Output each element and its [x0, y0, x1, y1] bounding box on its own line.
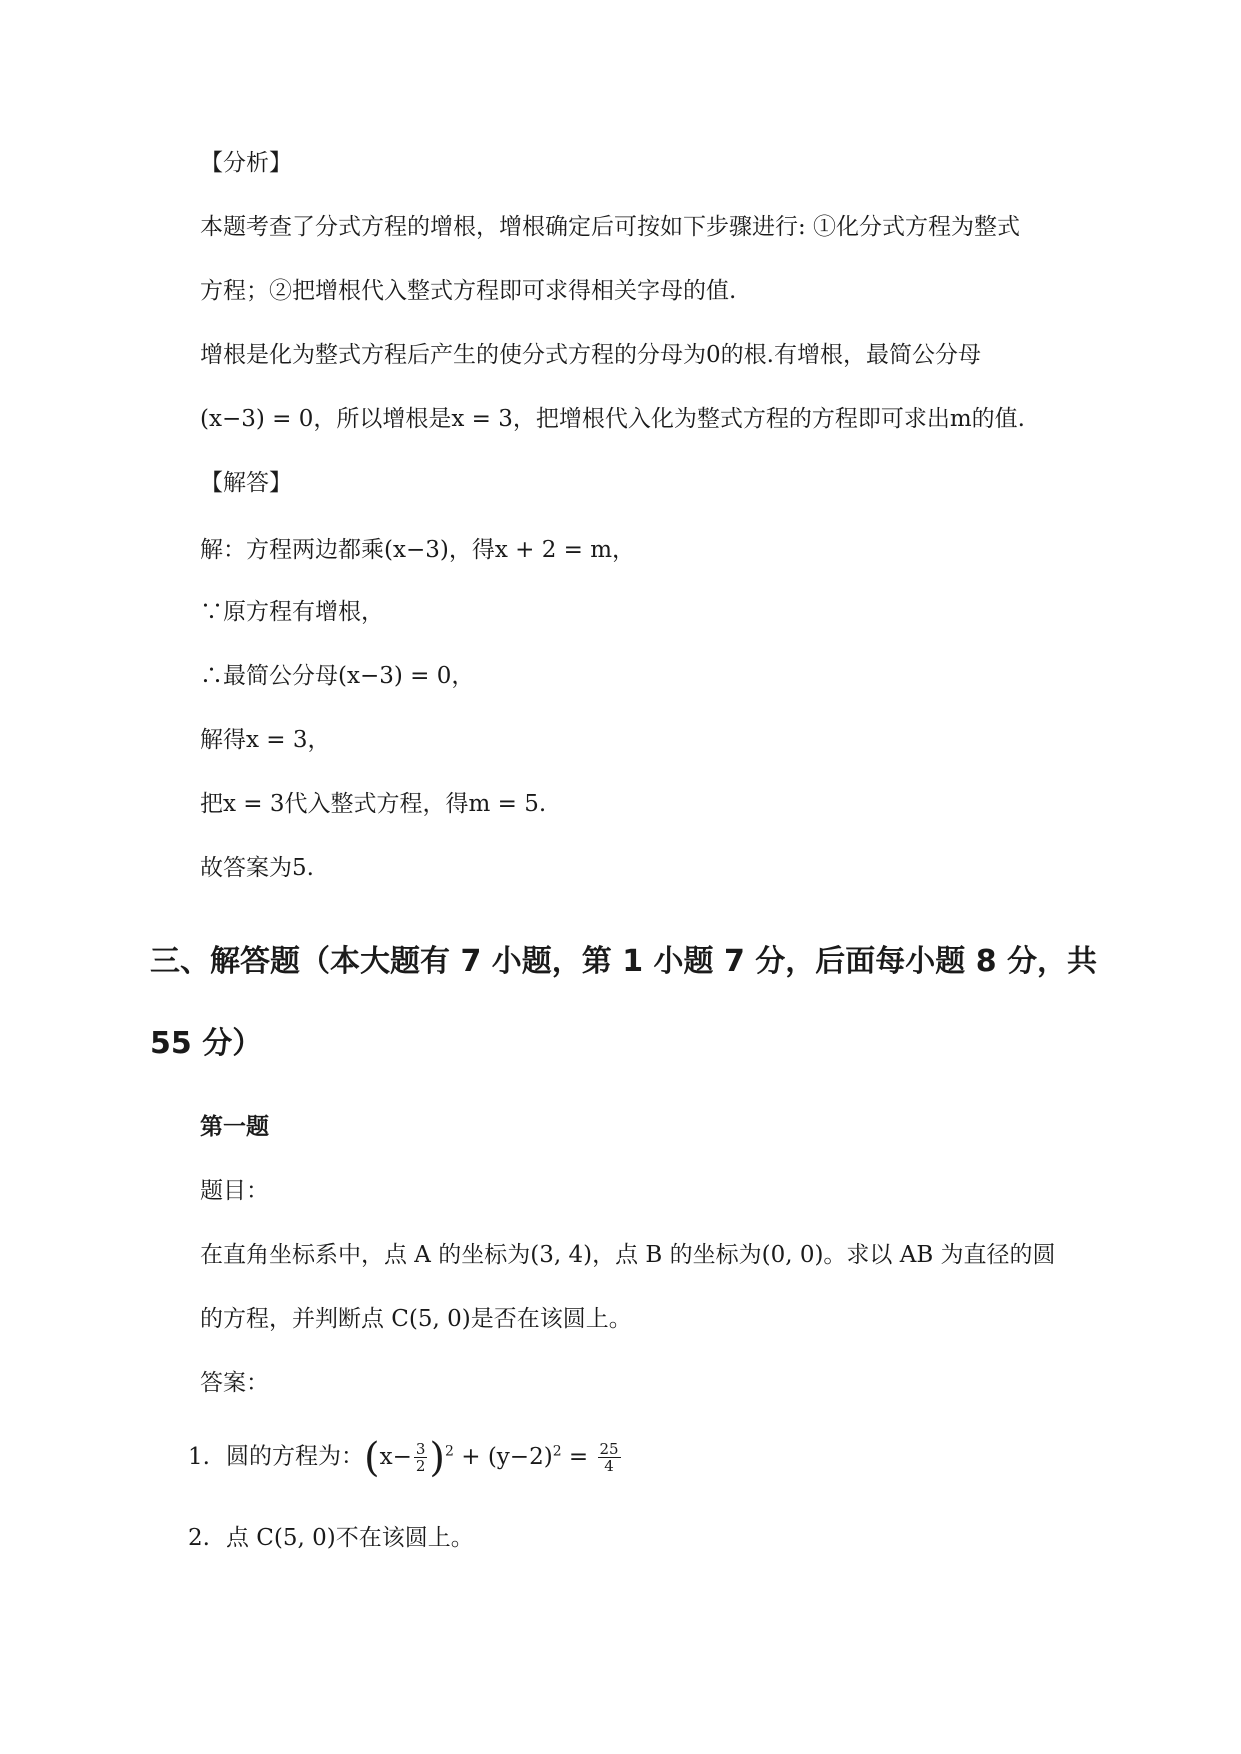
- math-expression: m: [949, 406, 972, 432]
- text-run: .: [538, 791, 547, 817]
- close-paren: ): [429, 1434, 446, 1481]
- analysis-paragraph-1-line-1: 本题考查了分式方程的增根，增根确定后可按如下步骤进行: ①化分式方程为整式: [200, 214, 1021, 240]
- text-run: 解：方程两边都乘: [200, 537, 384, 563]
- math-expression: (x−3): [384, 537, 449, 563]
- math-term: + (y−2): [453, 1443, 553, 1470]
- fraction-denominator: 2: [415, 1457, 426, 1476]
- text-run: 解得: [200, 727, 246, 753]
- text-run: ，: [307, 727, 331, 753]
- text-run: ，: [612, 537, 636, 563]
- question-prompt-line-2: 的方程，并判断点 C(5, 0)是否在该圆上。: [200, 1306, 632, 1332]
- analysis-paragraph-1-line-2: 方程；②把增根代入整式方程即可求得相关字母的值.: [200, 278, 737, 304]
- math-expression: (x−3) = 0: [338, 663, 452, 689]
- open-paren: (: [364, 1434, 380, 1481]
- math-expression: m = 5: [468, 791, 539, 817]
- fraction: [414, 1441, 428, 1474]
- answer-text: 圆的方程为：: [226, 1443, 364, 1470]
- question-prompt-line-1: 在直角坐标系中，点 A 的坐标为(3, 4)，点 B 的坐标为(0, 0)。求以 AB 为直径的圆: [200, 1242, 1056, 1268]
- exponent: 2: [445, 1443, 454, 1459]
- text-run: ∴最简公分母: [200, 663, 338, 689]
- analysis-paragraph-2-line-2: [200, 404, 1025, 434]
- text-run: ，所以增根是: [313, 406, 452, 432]
- fraction-denominator: 4: [604, 1457, 614, 1476]
- section-title-line-1: 三、解答题（本大题有 7 小题，第 1 小题 7 分，后面每小题 8 分，共: [150, 944, 1098, 979]
- answer-text: 点 C(5, 0)不在该圆上。: [226, 1525, 474, 1551]
- fraction-numerator: 25: [599, 1440, 619, 1459]
- question-title: 第一题: [200, 1114, 269, 1140]
- solution-step-1: [200, 535, 635, 565]
- question-prompt-label: 题目：: [200, 1178, 269, 1204]
- analysis-paragraph-2-line-1: 增根是化为整式方程后产生的使分式方程的分母为0的根.有增根，最简公分母: [200, 342, 981, 368]
- text-run: 的值.: [971, 406, 1025, 432]
- list-number: 2.: [188, 1525, 210, 1551]
- equals: =: [561, 1443, 596, 1470]
- text-run: 代入整式方程，得: [284, 791, 469, 817]
- math-expression: x = 3: [246, 727, 308, 753]
- solution-step-5: [200, 789, 546, 819]
- text-run: 把: [200, 791, 223, 817]
- math-expression: x + 2 = m: [494, 537, 613, 563]
- answer-item-2: [188, 1523, 474, 1553]
- text-run: ，得: [448, 537, 495, 563]
- answer-item-1: [188, 1434, 623, 1481]
- solution-step-4: [200, 725, 331, 755]
- fraction: [598, 1441, 621, 1474]
- math-expression: x = 3: [451, 406, 513, 432]
- math-term: x−: [379, 1443, 412, 1470]
- circle-equation: [364, 1434, 623, 1481]
- math-expression: x = 3: [223, 791, 285, 817]
- list-number: 1.: [188, 1443, 210, 1470]
- text-run: ，: [451, 663, 475, 689]
- solution-step-3: [200, 661, 474, 691]
- solution-conclusion: 故答案为5.: [200, 855, 314, 881]
- section-title-line-2: 55 分）: [150, 1026, 263, 1061]
- fraction-numerator: 3: [415, 1440, 426, 1459]
- answer-label: 答案：: [200, 1370, 269, 1396]
- solution-step-2: ∵原方程有增根，: [200, 599, 384, 625]
- analysis-heading: 【分析】: [200, 150, 292, 176]
- solution-heading: 【解答】: [200, 470, 292, 496]
- text-run: ，把增根代入化为整式方程的方程即可求出: [512, 406, 950, 432]
- exponent: 2: [552, 1443, 562, 1459]
- math-expression: (x−3) = 0: [200, 406, 314, 432]
